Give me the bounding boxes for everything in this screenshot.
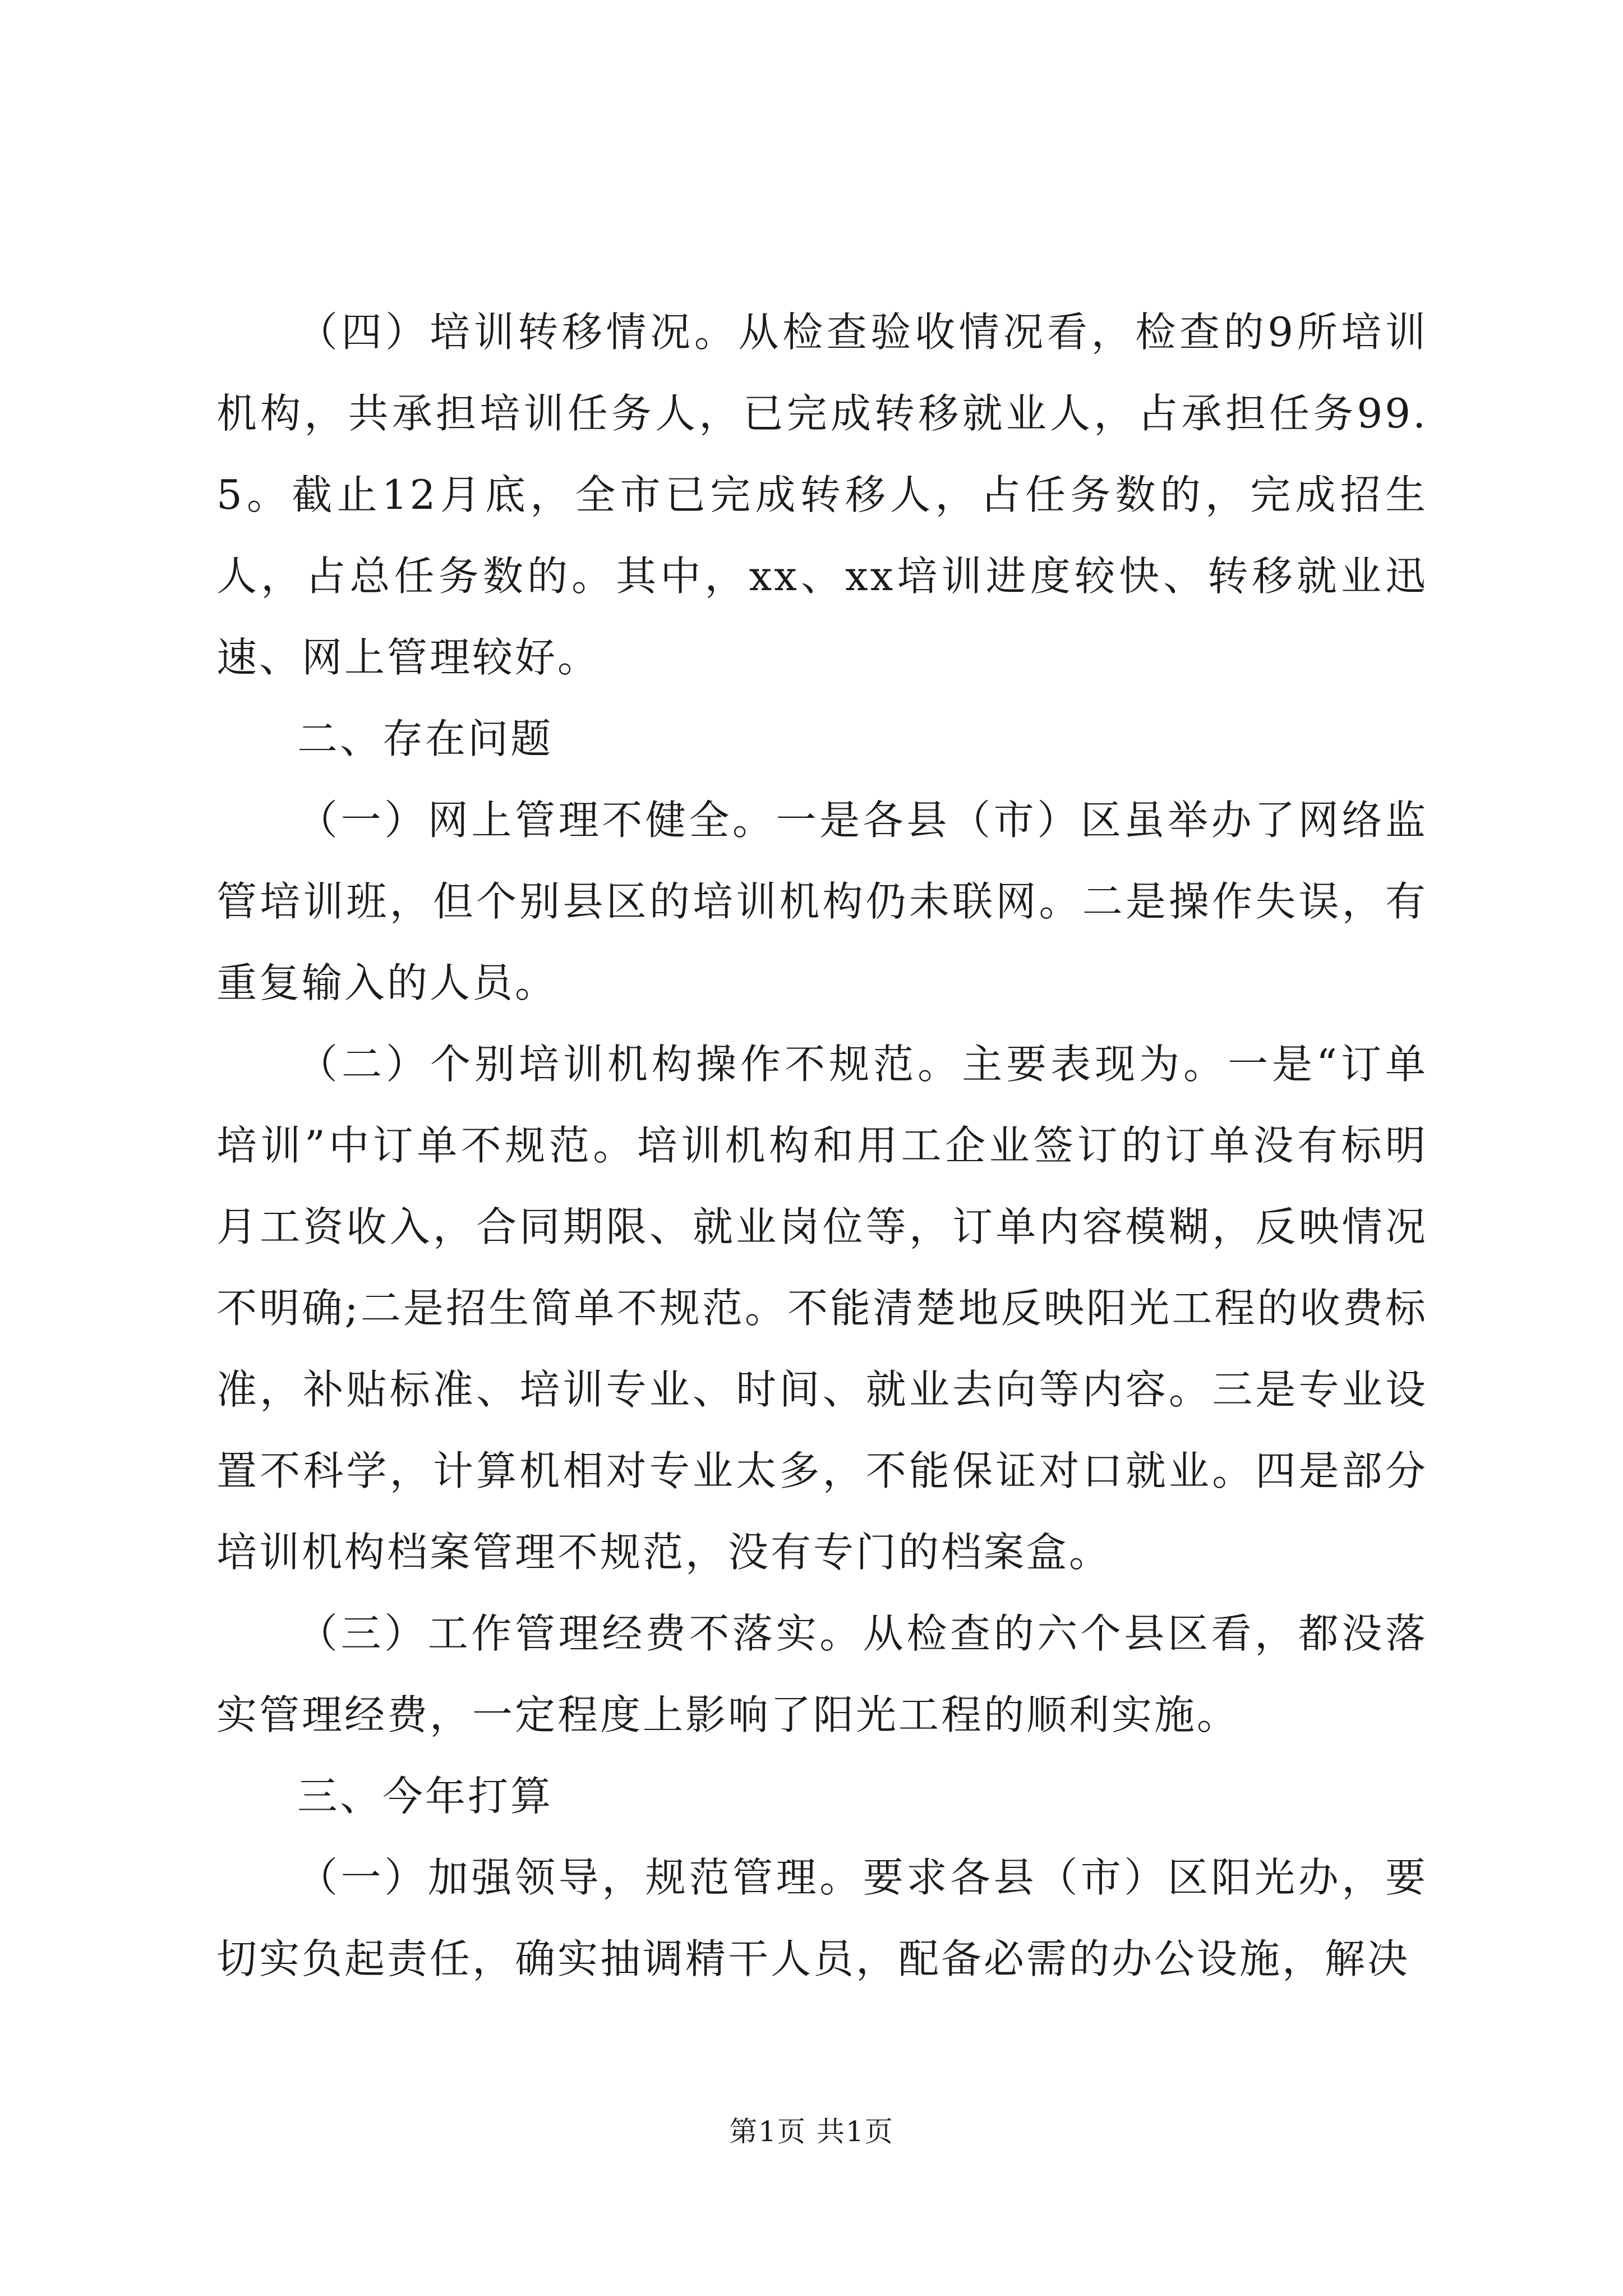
- paragraph-online-management: （一）网上管理不健全。一是各县（市）区虽举办了网络监管培训班，但个别县区的培训机构仍未联网。二是操作失误，有重复输入的人员。: [216, 797, 1428, 1006]
- paragraph-leadership: （一）加强领导，规范管理。要求各县（市）区阳光办，要切实负起责任，确实抽调精干人员，配备必需的办公设施，解决: [216, 1854, 1428, 1982]
- page-footer: 第1页 共1页: [729, 2115, 894, 2148]
- section-heading-plans: 三、今年打算: [297, 1773, 554, 1820]
- section-heading-problems: 二、存在问题: [297, 715, 554, 762]
- paragraph-training-transfer: （四）培训转移情况。从检查验收情况看，检查的9所培训机构，共承担培训任务人，已完成转移就业人，占承担任务99.5。截止12月底，全市已完成转移人，占任务数的，完成招生人，占总任务数的。其中，xx、xx培训进度较快、转移就业迅速、网上管理较好。: [216, 309, 1428, 681]
- paragraph-training-operation: （二）个别培训机构操作不规范。主要表现为。一是“订单培训”中订单不规范。培训机构和用工企业签订的订单没有标明月工资收入，合同期限、就业岗位等，订单内容模糊，反映情况不明确;二是招生简单不规范。不能清楚地反映阳光工程的收费标准，补贴标准、培训专业、时间、就业去向等内容。三是专业设置不科学，计算机相对专业太多，不能保证对口就业。四是部分培训机构档案管理不规范，没有专门的档案盒。: [216, 1041, 1428, 1576]
- document-body: [216, 292, 1428, 2000]
- paragraph-management-funds: （三）工作管理经费不落实。从检查的六个县区看，都没落实管理经费，一定程度上影响了阳光工程的顺利实施。: [216, 1610, 1428, 1738]
